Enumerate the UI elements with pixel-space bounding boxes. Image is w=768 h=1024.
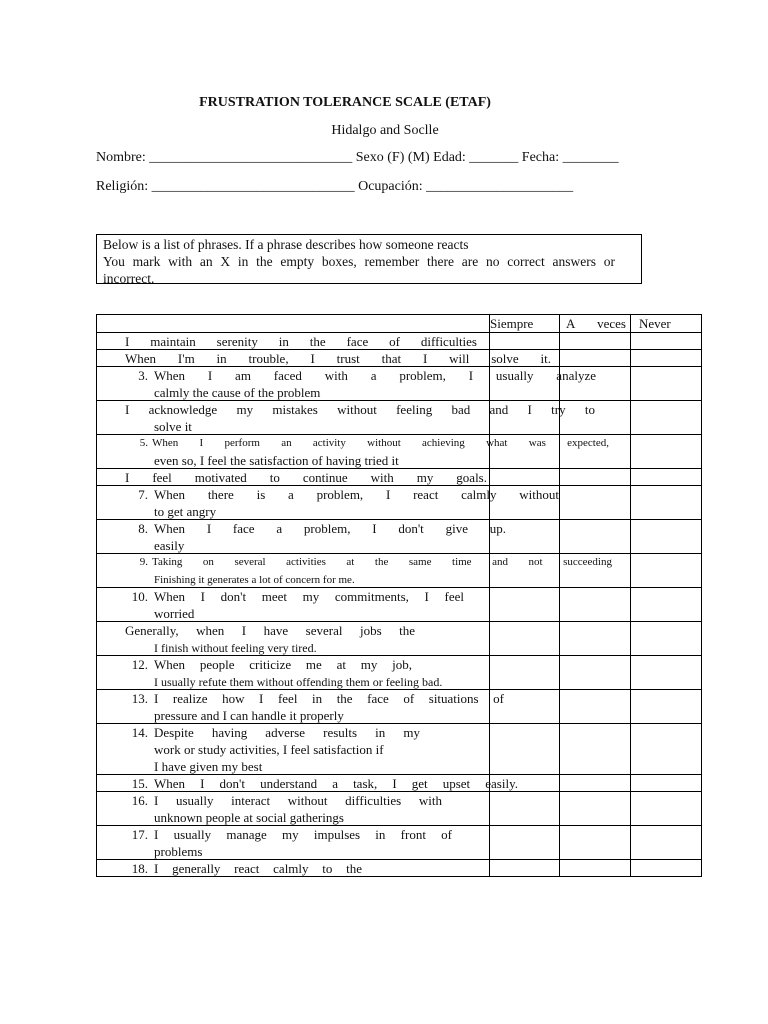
table-row	[97, 724, 702, 775]
answer-sometimes-box[interactable]	[560, 333, 631, 350]
item-text-cell	[97, 588, 490, 622]
table-row	[97, 622, 702, 656]
answer-never-box[interactable]	[631, 435, 702, 469]
header-blank-cell	[97, 315, 490, 333]
answer-never-box[interactable]	[631, 469, 702, 486]
answer-never-box[interactable]	[631, 486, 702, 520]
answer-never-box[interactable]	[631, 622, 702, 656]
table-row	[97, 860, 702, 877]
item-text-line-3: I have given my best	[154, 759, 263, 774]
item-number: 12.	[131, 657, 148, 672]
table-row	[97, 554, 702, 588]
table-row	[97, 690, 702, 724]
answer-never-box[interactable]	[631, 588, 702, 622]
answer-sometimes-box[interactable]	[560, 775, 631, 792]
item-text-line-1: I feel motivated to continue with my goals.	[125, 470, 487, 485]
answer-never-box[interactable]	[631, 860, 702, 877]
item-text-cell	[97, 775, 518, 792]
item-number: 7.	[138, 487, 148, 502]
answer-always-box[interactable]	[490, 622, 560, 656]
answer-sometimes-box[interactable]	[560, 792, 631, 826]
column-sometimes-a: A	[566, 316, 576, 331]
answer-never-box[interactable]	[631, 333, 702, 350]
column-always: Siempre	[490, 315, 560, 333]
item-text-line-1: I acknowledge my mistakes without feeling bad and I try to	[125, 402, 595, 417]
answer-always-box[interactable]	[490, 656, 560, 690]
item-text-cell	[97, 333, 490, 350]
instructions-box	[96, 234, 642, 284]
answer-never-box[interactable]	[631, 826, 702, 860]
column-sometimes-veces: veces	[597, 316, 626, 331]
item-text-line-1: Taking on several activities at the same time and not succeeding	[152, 556, 612, 568]
item-text-line-2: solve it	[154, 419, 192, 434]
answer-always-box[interactable]	[490, 588, 560, 622]
item-text-line-1: Despite having adverse results in my	[154, 725, 420, 740]
table-row	[97, 775, 702, 792]
item-text-line-1: I realize how I feel in the face of situations of	[154, 691, 504, 706]
item-text-line-1: I generally react calmly to the	[154, 861, 362, 876]
item-text-line-1: When I'm in trouble, I trust that I will solve it.	[125, 351, 551, 366]
item-text-cell	[97, 520, 506, 554]
item-number: 3.	[138, 368, 148, 383]
item-text-line-1: When I am faced with a problem, I usually analyze	[154, 368, 596, 383]
item-text-line-1: When I perform an activity without achieving what was expected,	[152, 437, 609, 449]
table-row	[97, 401, 702, 435]
item-text-line-2: unknown people at social gatherings	[154, 810, 344, 825]
document-title: FRUSTRATION TOLERANCE SCALE (ETAF)	[199, 95, 491, 110]
item-text-line-1: When I face a problem, I don't give up.	[154, 521, 506, 536]
answer-sometimes-box[interactable]	[560, 690, 631, 724]
item-text-cell	[97, 554, 612, 588]
answer-never-box[interactable]	[631, 401, 702, 435]
item-text-line-1: I usually manage my impulses in front of	[154, 827, 452, 842]
item-number: 15.	[131, 776, 148, 791]
scale-table	[96, 314, 702, 877]
table-row	[97, 350, 702, 367]
item-number: 10.	[131, 589, 148, 604]
table-row	[97, 792, 702, 826]
item-number: 17.	[131, 827, 148, 842]
answer-sometimes-box[interactable]	[560, 350, 631, 367]
answer-always-box[interactable]	[490, 469, 560, 486]
item-number: 8.	[138, 521, 148, 536]
personal-data-line-1: Nombre: _____________________________ Sexo (F) (M) Edad: _______ Fecha: ________	[96, 150, 619, 165]
answer-never-box[interactable]	[631, 367, 702, 401]
answer-never-box[interactable]	[631, 775, 702, 792]
answer-sometimes-box[interactable]	[560, 520, 631, 554]
table-row	[97, 469, 702, 486]
table-row	[97, 333, 702, 350]
table-row	[97, 656, 702, 690]
item-text-line-1: Generally, when I have several jobs the	[125, 623, 415, 638]
item-text-cell	[97, 435, 609, 469]
item-text-line-1: When there is a problem, I react calmly without	[154, 487, 559, 502]
column-sometimes	[560, 315, 631, 333]
item-text-line-2: Finishing it generates a lot of concern for me.	[154, 574, 355, 586]
answer-never-box[interactable]	[631, 690, 702, 724]
item-number: 18.	[131, 861, 148, 876]
answer-never-box[interactable]	[631, 656, 702, 690]
item-text-line-2: worried	[154, 606, 195, 621]
item-text-cell	[97, 622, 490, 656]
item-text-cell	[97, 367, 596, 401]
table-header-row	[97, 315, 702, 333]
answer-never-box[interactable]	[631, 520, 702, 554]
item-text-line-2: I finish without feeling very tired.	[154, 641, 317, 655]
answer-always-box[interactable]	[490, 724, 560, 775]
item-text-line-2: pressure and I can handle it properly	[154, 708, 344, 723]
item-text-line-1: I usually interact without difficulties with	[154, 793, 442, 808]
instructions-line-1: Below is a list of phrases. If a phrase describes how someone reacts	[103, 237, 469, 252]
item-number: 9.	[139, 556, 148, 568]
answer-never-box[interactable]	[631, 792, 702, 826]
item-text-cell	[97, 401, 595, 435]
answer-never-box[interactable]	[631, 724, 702, 775]
instructions-line-2: You mark with an X in the empty boxes, remember there are no correct answers or	[103, 254, 615, 269]
personal-data-line-2: Religión: _____________________________ Ocupación: _____________________	[96, 179, 574, 194]
item-text-line-1: I maintain serenity in the face of difficulties	[125, 334, 477, 349]
table-row	[97, 486, 702, 520]
answer-sometimes-box[interactable]	[560, 622, 631, 656]
item-text-cell	[97, 656, 490, 690]
item-text-line-1: When I don't understand a task, I get upset easily.	[154, 776, 518, 791]
item-text-line-2: to get angry	[154, 504, 217, 519]
item-text-cell	[97, 690, 504, 724]
answer-sometimes-box[interactable]	[560, 486, 631, 520]
answer-sometimes-box[interactable]	[560, 588, 631, 622]
item-number: 13.	[131, 691, 148, 706]
item-text-line-1: When people criticize me at my job,	[154, 657, 412, 672]
item-text-line-2: I usually refute them without offending them or feeling bad.	[154, 675, 443, 689]
item-text-cell	[97, 724, 490, 775]
table-row	[97, 588, 702, 622]
item-text-line-2: work or study activities, I feel satisfaction if	[154, 742, 384, 757]
answer-never-box[interactable]	[631, 554, 702, 588]
table-row	[97, 435, 702, 469]
instructions-line-3: incorrect.	[103, 271, 155, 286]
item-text-cell	[97, 469, 490, 486]
answer-never-box[interactable]	[631, 350, 702, 367]
answer-always-box[interactable]	[490, 333, 560, 350]
answer-always-box[interactable]	[490, 826, 560, 860]
item-text-cell	[97, 792, 490, 826]
item-number: 5.	[139, 437, 148, 449]
item-text-line-2: problems	[154, 844, 203, 859]
table-row	[97, 367, 702, 401]
answer-sometimes-box[interactable]	[560, 826, 631, 860]
answer-always-box[interactable]	[490, 792, 560, 826]
answer-always-box[interactable]	[490, 860, 560, 877]
item-text-cell	[97, 860, 490, 877]
answer-sometimes-box[interactable]	[560, 860, 631, 877]
item-text-line-1: When I don't meet my commitments, I feel	[154, 589, 464, 604]
item-text-line-2: calmly the cause of the problem	[154, 385, 321, 400]
item-number: 16.	[131, 793, 148, 808]
item-text-line-2: even so, I feel the satisfaction of having tried it	[154, 453, 399, 468]
document-authors: Hidalgo and Soclle	[331, 123, 439, 138]
item-text-cell	[97, 826, 490, 860]
table-row	[97, 520, 702, 554]
column-never: Never	[631, 315, 702, 333]
table-row	[97, 826, 702, 860]
item-text-cell	[97, 350, 551, 367]
answer-sometimes-box[interactable]	[560, 656, 631, 690]
answer-sometimes-box[interactable]	[560, 724, 631, 775]
item-number: 14.	[131, 725, 148, 740]
answer-sometimes-box[interactable]	[560, 469, 631, 486]
item-text-cell	[97, 486, 559, 520]
item-text-line-2: easily	[154, 538, 185, 553]
